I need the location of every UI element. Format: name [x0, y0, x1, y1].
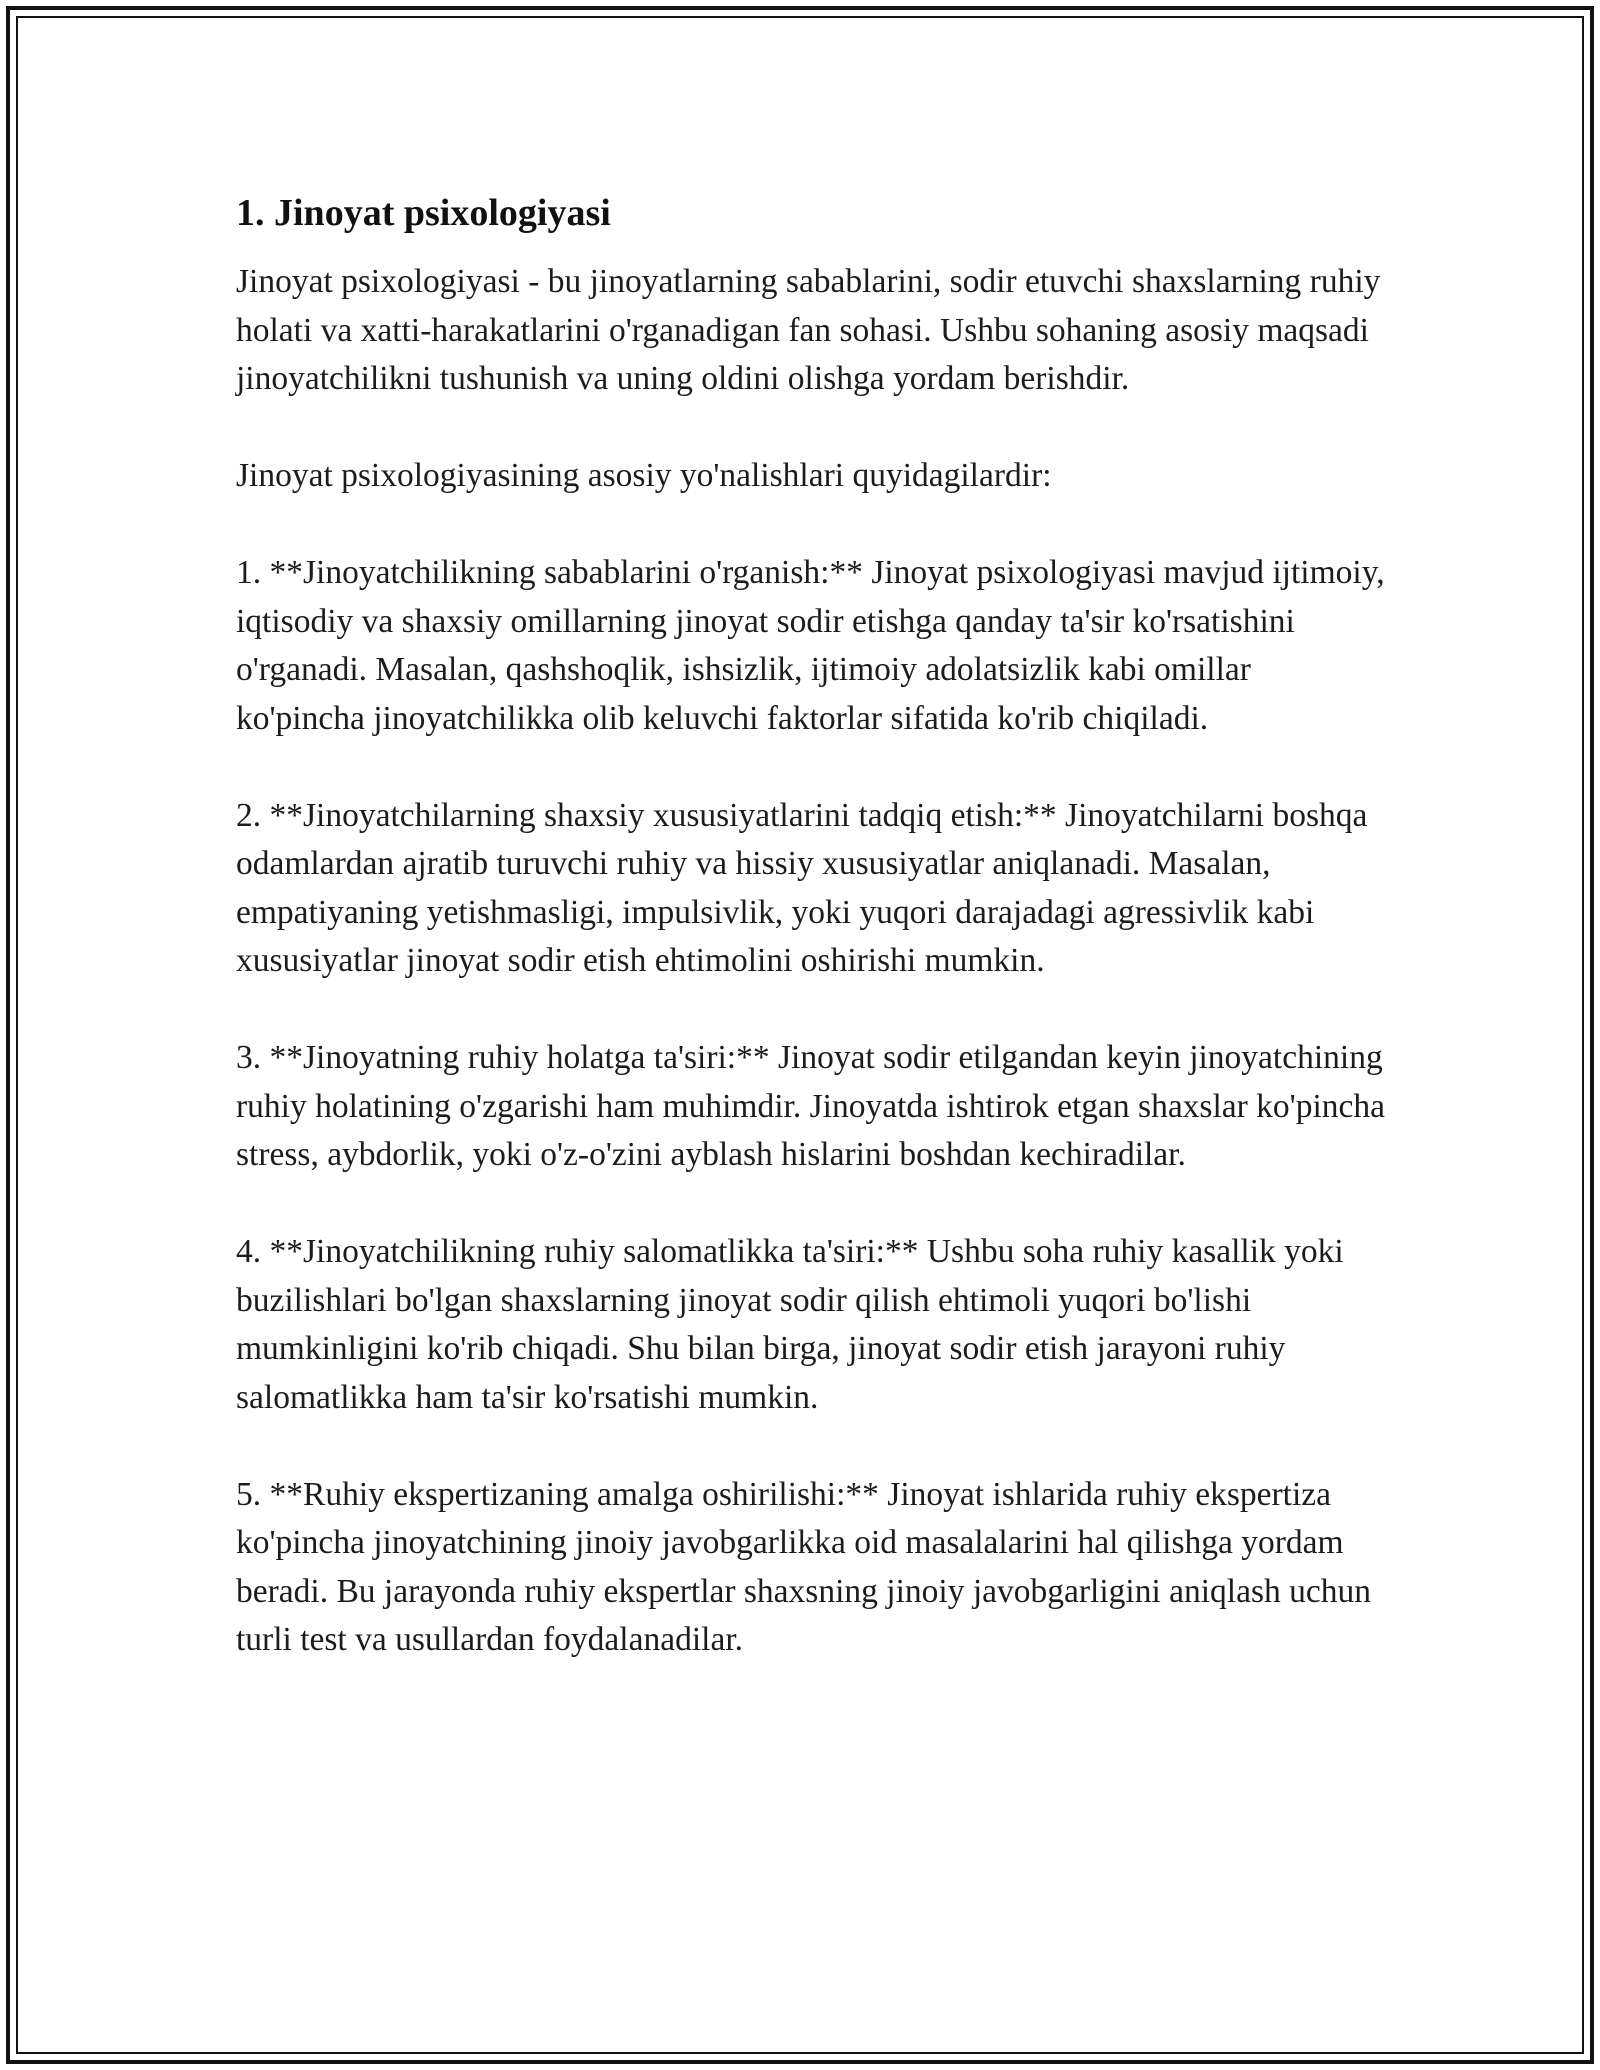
paragraph-directions-lead: Jinoyat psixologiyasining asosiy yo'nalishlari quyidagilardir: [236, 457, 1052, 494]
list-item-3: 3. **Jinoyatning ruhiy holatga ta'siri:** Jinoyat sodir etilgandan keyin jinoyatchining ruhiy holatining o'zgarishi ham muhimdir. Jinoyatda ishtirok etgan shaxslar ko'pincha stress, aybdorlik, yoki o'z-o'zini ayblash hislarini boshdan kechiradilar. [236, 1039, 1386, 1173]
list-item-2: 2. **Jinoyatchilarning shaxsiy xususiyatlarini tadqiq etish:** Jinoyatchilarni boshqa odamlardan ajratib turuvchi ruhiy va hissiy xususiyatlar aniqlanadi. Masalan, empatiyaning yetishmasligi, impulsivlik, yoki yuqori darajadagi agressivlik kabi xususiyatlar jinoyat sodir etish ehtimolini oshirishi mumkin. [236, 796, 1368, 979]
list-item-1: 1. **Jinoyatchilikning sabablarini o'rganish:** Jinoyat psixologiyasi mavjud ijtimoiy, iqtisodiy va shaxsiy omillarning jinoyat sodir etishga qanday ta'sir ko'rsatishini o'rganadi. Masalan, qashshoqlik, ishsizlik, ijtimoiy adolatsizlik kabi omillar ko'pincha jinoyatchilikka olib keluvchi faktorlar sifatida ko'rib chiqiladi. [236, 554, 1385, 737]
document-body [236, 188, 1386, 1713]
paragraph-intro: Jinoyat psixologiyasi - bu jinoyatlarning sabablarini, sodir etuvchi shaxslarning ruhiy holati va xatti-harakatlarini o'rganadigan fan sohasi. Ushbu sohaning asosiy maqsadi jinoyatchilikni tushunish va uning oldini olishga yordam berishdir. [236, 263, 1381, 397]
list-item-5: 5. **Ruhiy ekspertizaning amalga oshirilishi:** Jinoyat ishlarida ruhiy ekspertiza ko'pincha jinoyatchining jinoiy javobgarlikka oid masalalarini hal qilishga yordam beradi. Bu jarayonda ruhiy ekspertlar shaxsning jinoiy javobgarligini aniqlash uchun turli test va usullardan foydalanadilar. [236, 1475, 1372, 1658]
list-item-4: 4. **Jinoyatchilikning ruhiy salomatlikka ta'siri:** Ushbu soha ruhiy kasallik yoki buzilishlari bo'lgan shaxslarning jinoyat sodir qilish ehtimoli yuqori bo'lishi mumkinligini ko'rib chiqadi. Shu bilan birga, jinoyat sodir etish jarayoni ruhiy salomatlikka ham ta'sir ko'rsatishi mumkin. [236, 1233, 1344, 1416]
page-title: 1. Jinoyat psixologiyasi [236, 192, 611, 234]
